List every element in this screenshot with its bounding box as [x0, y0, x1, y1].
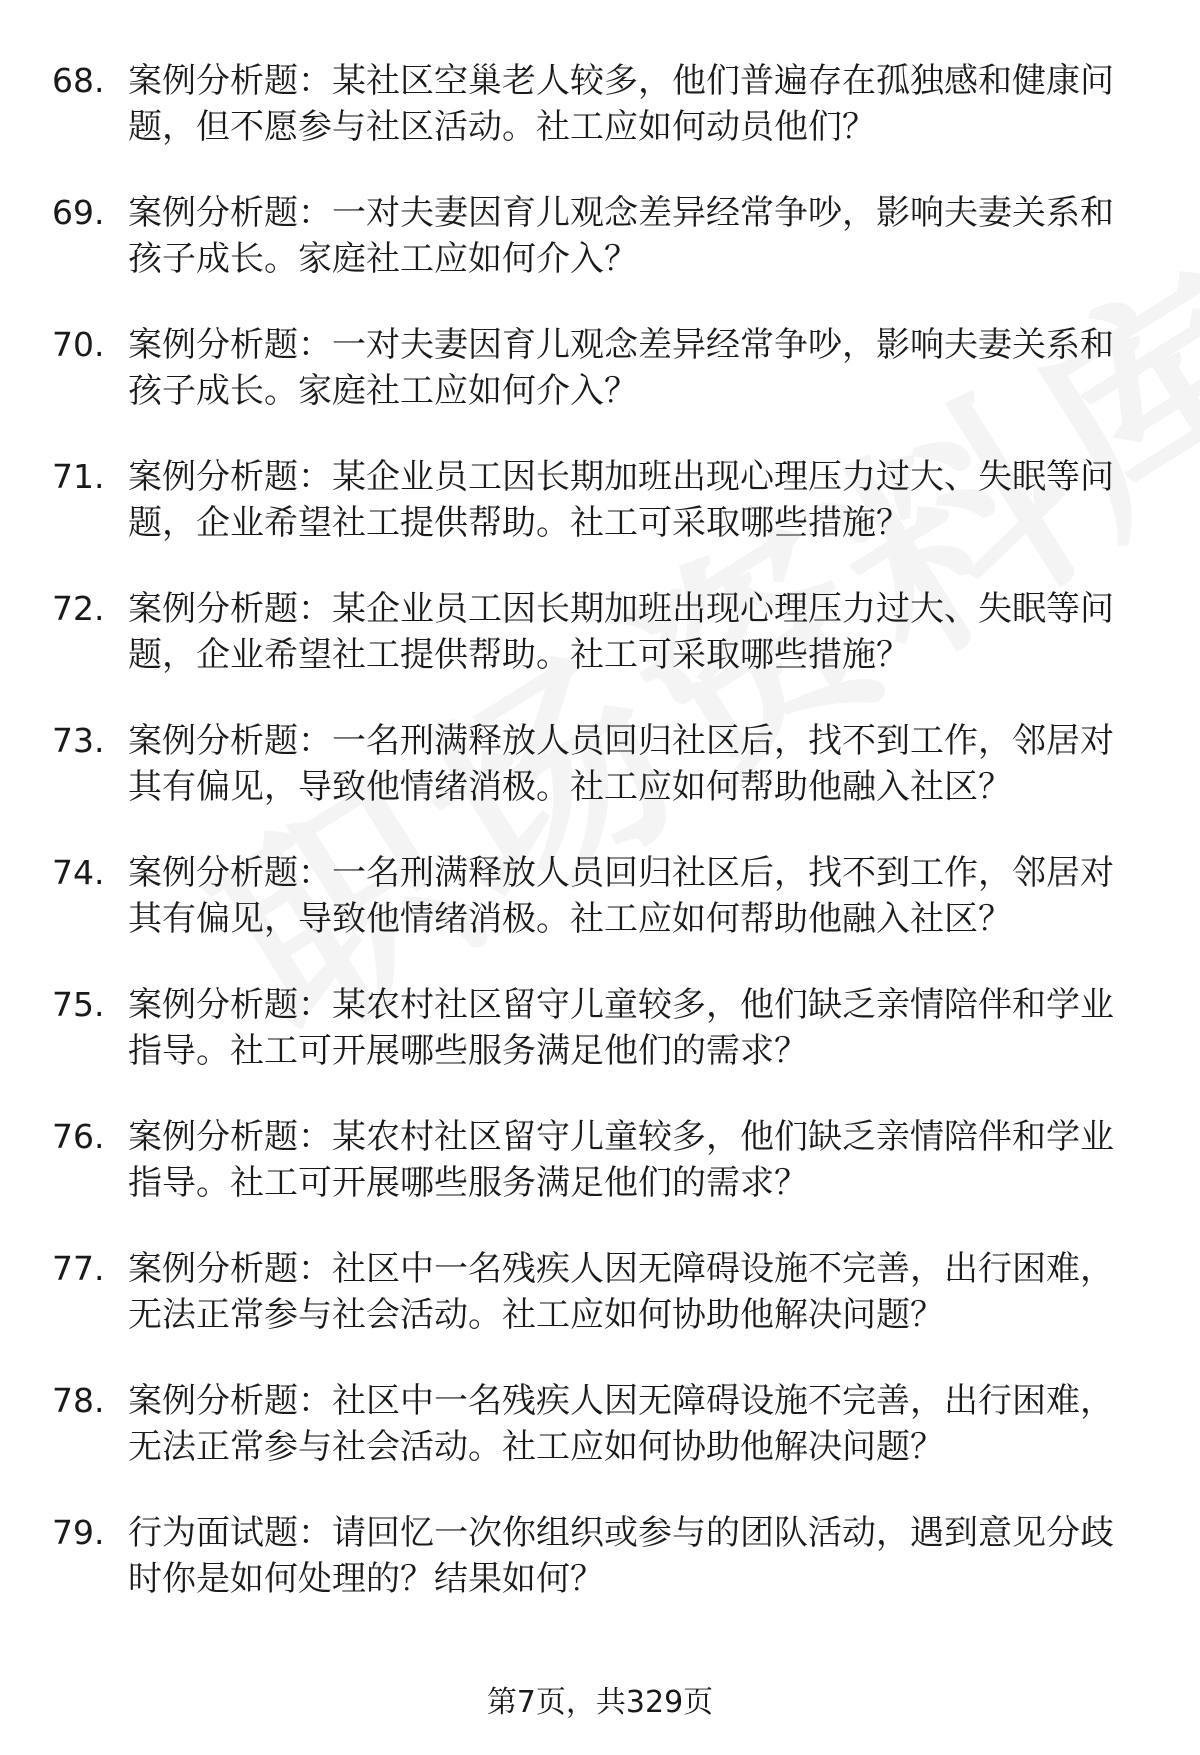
- question-item: [52, 190, 1152, 282]
- question-text: 案例分析题：社区中一名残疾人因无障碍设施不完善，出行困难，无法正常参与社会活动。社工应如何协助他解决问题？: [128, 1249, 1114, 1335]
- question-number: 70.: [52, 325, 105, 364]
- question-item: [52, 58, 1152, 150]
- question-item: [52, 586, 1152, 678]
- question-number: 77.: [52, 1249, 105, 1288]
- question-number: 73.: [52, 721, 105, 760]
- question-item: [52, 1378, 1152, 1470]
- question-item: [52, 850, 1152, 942]
- question-text: 案例分析题：一名刑满释放人员回归社区后，找不到工作，邻居对其有偏见，导致他情绪消极。社工应如何帮助他融入社区？: [128, 721, 1114, 807]
- question-number: 76.: [52, 1117, 105, 1156]
- question-text: 案例分析题：一对夫妻因育儿观念差异经常争吵，影响夫妻关系和孩子成长。家庭社工应如何介入？: [128, 325, 1114, 411]
- question-item: [52, 1246, 1152, 1338]
- page-number-label: 第7页，共329页: [486, 1685, 714, 1720]
- question-number: 75.: [52, 985, 105, 1024]
- question-item: [52, 718, 1152, 810]
- question-number: 74.: [52, 853, 105, 892]
- question-text: 案例分析题：社区中一名残疾人因无障碍设施不完善，出行困难，无法正常参与社会活动。社工应如何协助他解决问题？: [128, 1381, 1114, 1467]
- question-number: 72.: [52, 589, 105, 628]
- question-text: 案例分析题：某企业员工因长期加班出现心理压力过大、失眠等问题，企业希望社工提供帮助。社工可采取哪些措施？: [128, 589, 1114, 675]
- question-text: 案例分析题：一名刑满释放人员回归社区后，找不到工作，邻居对其有偏见，导致他情绪消极。社工应如何帮助他融入社区？: [128, 853, 1114, 939]
- question-item: [52, 454, 1152, 546]
- question-item: [52, 1510, 1152, 1602]
- question-item: [52, 982, 1152, 1074]
- question-number: 69.: [52, 193, 105, 232]
- question-text: 案例分析题：某农村社区留守儿童较多，他们缺乏亲情陪伴和学业指导。社工可开展哪些服务满足他们的需求？: [128, 1117, 1114, 1203]
- question-list: [52, 58, 1152, 1642]
- question-item: [52, 1114, 1152, 1206]
- question-number: 68.: [52, 61, 105, 100]
- question-text: 案例分析题：某社区空巢老人较多，他们普遍存在孤独感和健康问题，但不愿参与社区活动。社工应如何动员他们？: [128, 61, 1114, 147]
- question-text: 案例分析题：某农村社区留守儿童较多，他们缺乏亲情陪伴和学业指导。社工可开展哪些服务满足他们的需求？: [128, 985, 1114, 1071]
- question-number: 79.: [52, 1513, 105, 1552]
- question-text: 行为面试题：请回忆一次你组织或参与的团队活动，遇到意见分歧时你是如何处理的？结果如何？: [128, 1513, 1114, 1599]
- question-number: 78.: [52, 1381, 105, 1420]
- question-text: 案例分析题：一对夫妻因育儿观念差异经常争吵，影响夫妻关系和孩子成长。家庭社工应如何介入？: [128, 193, 1114, 279]
- question-item: [52, 322, 1152, 414]
- question-number: 71.: [52, 457, 105, 496]
- question-text: 案例分析题：某企业员工因长期加班出现心理压力过大、失眠等问题，企业希望社工提供帮助。社工可采取哪些措施？: [128, 457, 1114, 543]
- page-footer: [0, 1683, 1200, 1723]
